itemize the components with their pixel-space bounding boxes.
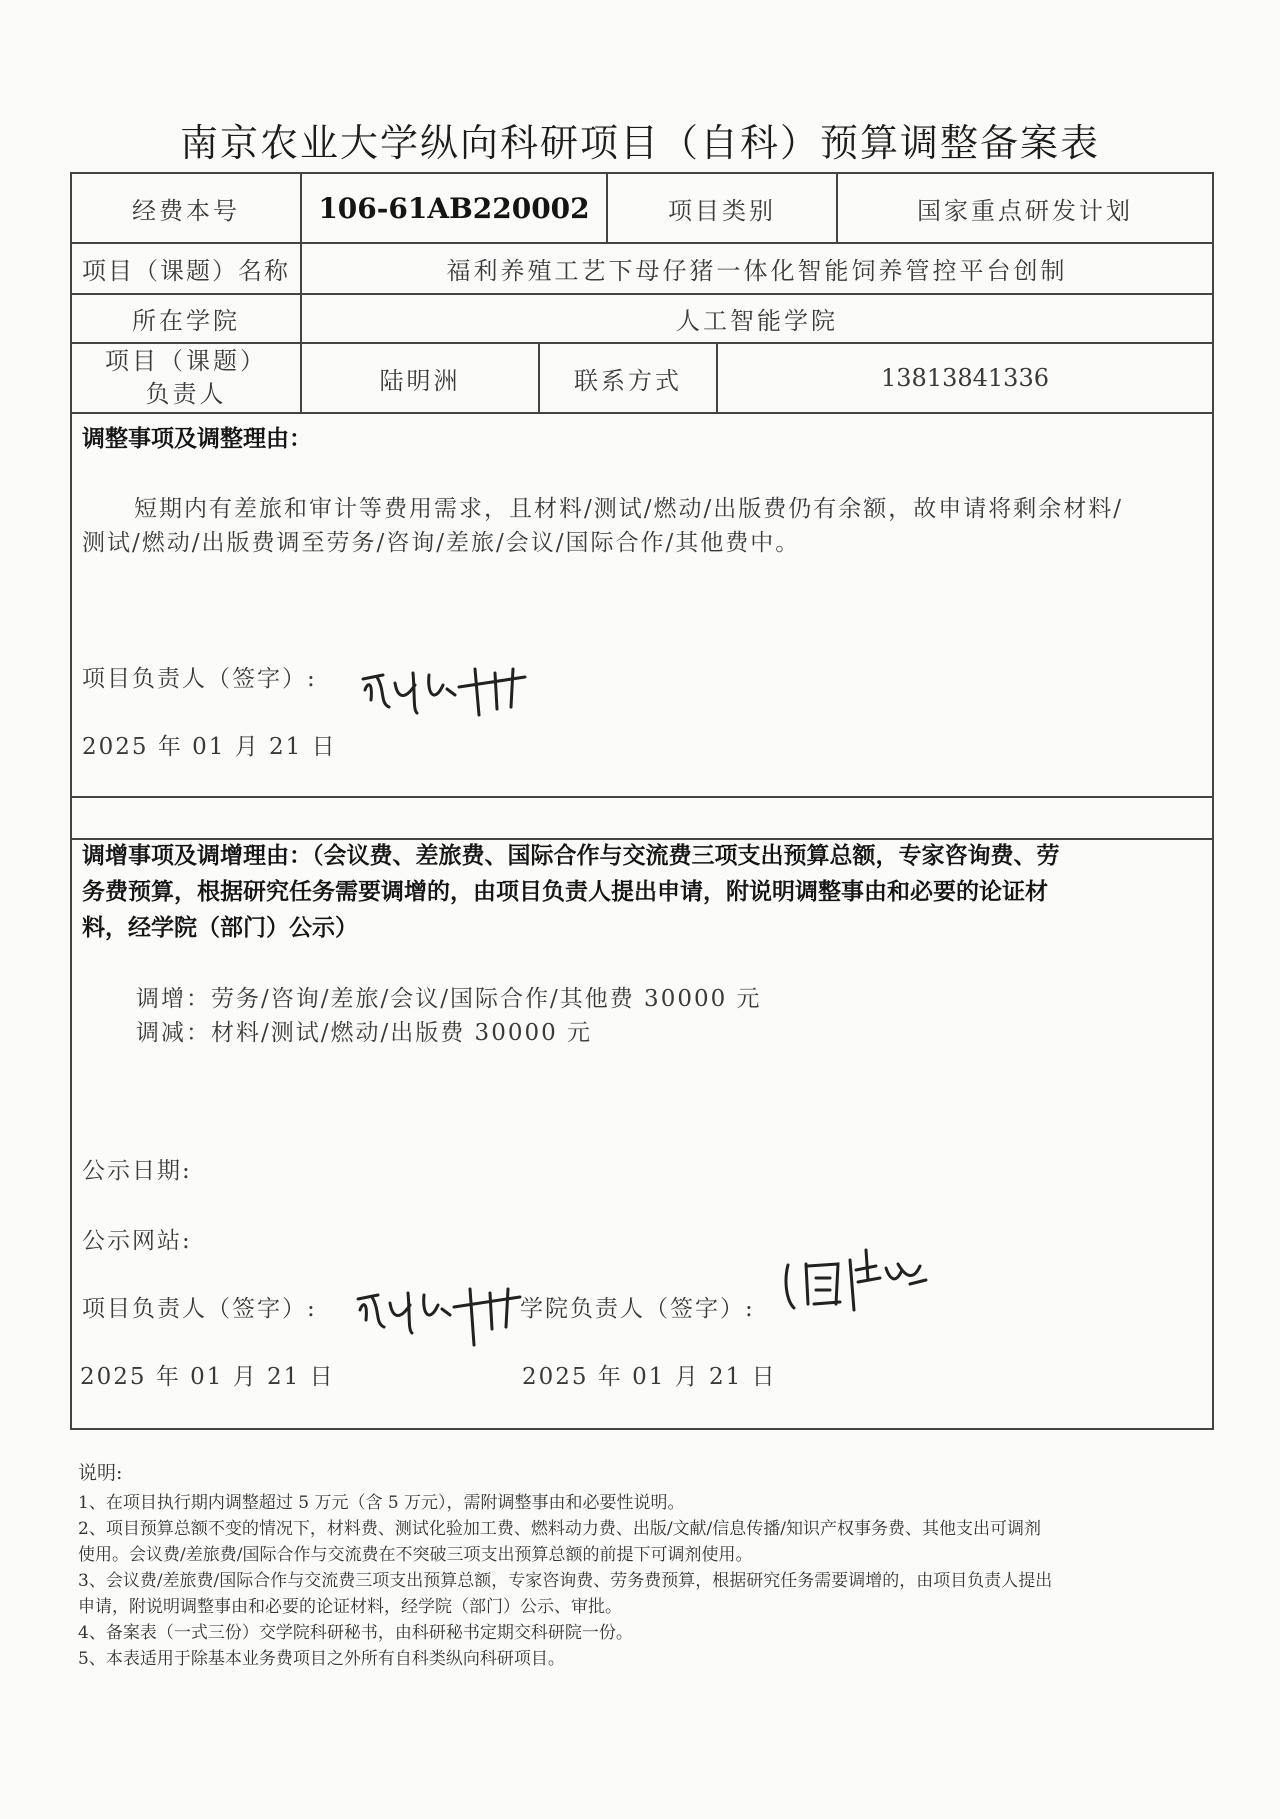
contact-label: 联系方式	[574, 366, 682, 395]
note-item: 5、本表适用于除基本业务费项目之外所有自科类纵向科研项目。	[78, 1649, 565, 1669]
note-item: 1、在项目执行期内调整超过 5 万元（含 5 万元），需附调整事由和必要性说明。	[78, 1493, 685, 1513]
decrease-line: 调减：材料/测试/燃动/出版费 30000 元	[136, 1020, 593, 1046]
contact-value: 13813841336	[881, 364, 1049, 392]
leader-label-line2: 负责人	[145, 380, 227, 408]
project-name-value: 福利养殖工艺下母仔猪一体化智能饲养管控平台创制	[446, 257, 1068, 285]
increase-leader-sign-label: 项目负责人（签字）:	[82, 1296, 317, 1322]
adjust-signer-label: 项目负责人（签字）:	[82, 666, 317, 692]
college-label: 所在学院	[132, 307, 240, 335]
college-leader-signature	[780, 1220, 950, 1330]
note-item: 4、备案表（一式三份）交学院科研秘书，由科研秘书定期交科研院一份。	[78, 1623, 633, 1643]
form-title: 南京农业大学纵向科研项目（自科）预算调整备案表	[179, 121, 1100, 165]
college-sign-label: 学院负责人（签字）:	[520, 1296, 755, 1322]
adjust-reason-line1: 短期内有差旅和审计等费用需求，且材料/测试/燃动/出版费仍有余额，故申请将剩余材料/	[134, 496, 1123, 522]
project-name-label: 项目（课题）名称	[82, 257, 290, 285]
leader-label	[72, 344, 300, 412]
publicity-date-label: 公示日期:	[82, 1158, 192, 1184]
leader-value: 陆明洲	[379, 366, 461, 395]
fund-no-label: 经费本号	[132, 196, 240, 225]
increase-heading-line3: 料，经学院（部门）公示）	[82, 915, 358, 941]
category-value: 国家重点研发计划	[917, 196, 1133, 225]
increase-heading	[82, 838, 1210, 946]
notes	[78, 1460, 1208, 1672]
leader-label-line1: 项目（课题）	[105, 347, 267, 375]
note-item: 使用。会议费/差旅费/国际合作与交流费在不突破三项支出预算总额的前提下可调剂使用。	[78, 1545, 753, 1565]
note-item: 申请，附说明调整事由和必要的论证材料，经学院（部门）公示、审批。	[78, 1597, 622, 1617]
increase-line: 调增：劳务/咨询/差旅/会议/国际合作/其他费 30000 元	[136, 986, 762, 1012]
increase-heading-line1: 调增事项及调增理由：（会议费、差旅费、国际合作与交流费三项支出预算总额，专家咨询费、劳	[82, 843, 1060, 869]
category-label: 项目类别	[668, 196, 776, 225]
college-value: 人工智能学院	[676, 307, 838, 335]
increase-leader-signature	[350, 1275, 530, 1355]
adjust-date: 2025 年 01 月 21 日	[82, 734, 337, 760]
note-item: 3、会议费/差旅费/国际合作与交流费三项支出预算总额，专家咨询费、劳务费预算，根据研究任务需要调增的，由项目负责人提出	[78, 1571, 1053, 1591]
increase-heading-line2: 务费预算，根据研究任务需要调增的，由项目负责人提出申请，附说明调整事由和必要的论证材	[82, 879, 1048, 905]
adjust-reason-line2: 测试/燃动/出版费调至劳务/咨询/差旅/会议/国际合作/其他费中。	[82, 530, 801, 556]
publicity-site-label: 公示网站:	[82, 1228, 192, 1254]
notes-heading: 说明:	[78, 1462, 123, 1484]
fund-no-value: 106-61AB220002	[318, 191, 590, 225]
college-date: 2025 年 01 月 21 日	[522, 1364, 777, 1390]
increase-leader-date: 2025 年 01 月 21 日	[80, 1364, 335, 1390]
adjust-heading: 调整事项及调整理由：	[82, 426, 312, 452]
leader-signature	[355, 655, 535, 725]
note-item: 2、项目预算总额不变的情况下，材料费、测试化验加工费、燃料动力费、出版/文献/信息传播/知识产权事务费、其他支出可调剂	[78, 1519, 1041, 1539]
